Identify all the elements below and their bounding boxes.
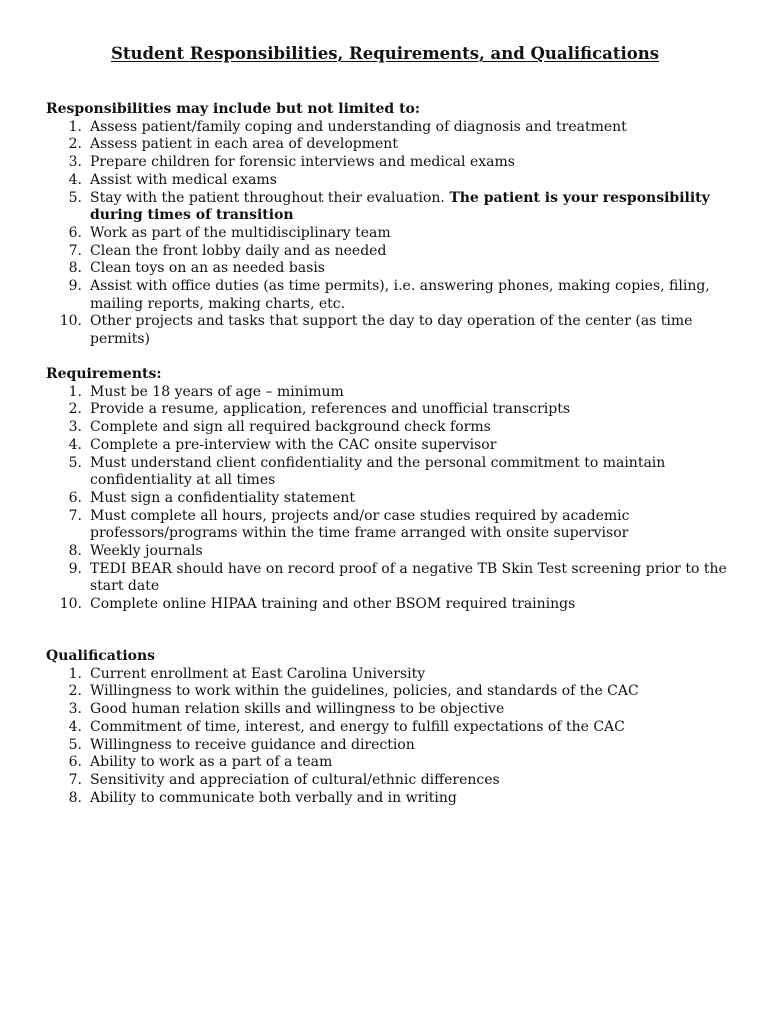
list-item-number: 7.	[68, 507, 82, 524]
list-item-number: 3.	[68, 154, 82, 171]
list-item-number: 1.	[68, 118, 82, 135]
requirements-list-item	[46, 437, 736, 455]
responsibilities-list-item	[46, 225, 736, 243]
requirements-section	[46, 366, 736, 614]
list-item-number: 7.	[68, 771, 82, 788]
list-item-number: 8.	[68, 789, 82, 806]
list-item-text: Willingness to work within the guidelines, policies, and standards of the CAC	[90, 683, 639, 700]
list-item-number: 4.	[68, 171, 82, 188]
requirements-list-item	[46, 543, 736, 561]
list-item-text: Must sign a confidentiality statement	[90, 489, 356, 506]
responsibilities-list-item	[46, 313, 736, 348]
list-item-text: Clean toys on an as needed basis	[90, 260, 325, 277]
list-item-text: Complete a pre-interview with the CAC onsite supervisor	[90, 436, 497, 453]
requirements-heading: Requirements:	[46, 366, 162, 382]
list-item-number: 9.	[68, 560, 82, 577]
list-item-text: Must understand client confidentiality and the personal commitment to maintain confidentiality at all times	[90, 454, 666, 489]
list-item-emphasis: The patient is your responsibility during times of transition	[90, 189, 710, 224]
requirements-list-item	[46, 490, 736, 508]
list-item-text: Other projects and tasks that support the day to day operation of the center (as time permits)	[90, 313, 693, 348]
list-item-text: Assess patient/family coping and understanding of diagnosis and treatment	[90, 118, 627, 135]
list-item-text: Complete and sign all required background check forms	[90, 419, 491, 436]
responsibilities-list-item	[46, 190, 736, 225]
list-item-number: 2.	[68, 401, 82, 418]
responsibilities-list-item	[46, 172, 736, 190]
responsibilities-section	[46, 101, 736, 349]
list-item-text: Commitment of time, interest, and energy to fulfill expectations of the CAC	[90, 718, 625, 735]
list-item-number: 3.	[68, 419, 82, 436]
list-item-number: 6.	[68, 489, 82, 506]
list-item-text: TEDI BEAR should have on record proof of a negative TB Skin Test screening prior to the start date	[90, 560, 727, 595]
list-item-number: 8.	[68, 260, 82, 277]
list-item-number: 6.	[68, 754, 82, 771]
responsibilities-list-item	[46, 243, 736, 261]
requirements-list-item	[46, 401, 736, 419]
list-item-number: 7.	[68, 242, 82, 259]
responsibilities-list	[46, 119, 736, 349]
list-item-number: 4.	[68, 436, 82, 453]
qualifications-list-item	[46, 701, 736, 719]
list-item-number: 1.	[68, 665, 82, 682]
responsibilities-list-item	[46, 154, 736, 172]
requirements-list	[46, 384, 736, 614]
requirements-list-item	[46, 384, 736, 402]
list-item-text: Provide a resume, application, references and unofficial transcripts	[90, 401, 571, 418]
responsibilities-list-item	[46, 119, 736, 137]
list-item-text: Assist with medical exams	[90, 171, 277, 188]
qualifications-list-item	[46, 737, 736, 755]
document-title: Student Responsibilities, Requirements, and Qualifications	[110, 44, 660, 63]
list-item-text: Must be 18 years of age – minimum	[90, 383, 344, 400]
list-item-number: 4.	[68, 718, 82, 735]
list-item-number: 10.	[59, 596, 82, 613]
list-item-number: 1.	[68, 383, 82, 400]
list-item-text: Ability to communicate both verbally and in writing	[90, 789, 457, 806]
qualifications-list-item	[46, 683, 736, 701]
qualifications-list-item	[46, 754, 736, 772]
list-item-text: Willingness to receive guidance and direction	[90, 736, 415, 753]
list-item-text: Stay with the patient throughout their evaluation.	[90, 189, 445, 206]
qualifications-section	[46, 648, 736, 807]
qualifications-list-item	[46, 719, 736, 737]
list-item-text: Clean the front lobby daily and as needed	[90, 242, 387, 259]
list-item-number: 10.	[59, 313, 82, 330]
qualifications-list-item	[46, 666, 736, 684]
list-item-text: Ability to work as a part of a team	[90, 754, 333, 771]
list-item-text: Complete online HIPAA training and other BSOM required trainings	[90, 596, 576, 613]
list-item-text: Weekly journals	[90, 543, 203, 560]
list-item-number: 2.	[68, 136, 82, 153]
requirements-list-item	[46, 455, 736, 490]
requirements-list-item	[46, 419, 736, 437]
list-item-text: Prepare children for forensic interviews and medical exams	[90, 154, 515, 171]
qualifications-heading: Qualifications	[46, 648, 156, 664]
requirements-list-item	[46, 561, 736, 596]
list-item-text: Good human relation skills and willingness to be objective	[90, 701, 505, 718]
responsibilities-heading: Responsibilities may include but not limited to:	[46, 101, 421, 117]
list-item-text: Must complete all hours, projects and/or case studies required by academic professors/programs within the time frame arranged with onsite supervisor	[90, 507, 630, 542]
qualifications-list-item	[46, 772, 736, 790]
qualifications-list	[46, 666, 736, 808]
list-item-number: 5.	[68, 736, 82, 753]
list-item-text: Assist with office duties (as time permits), i.e. answering phones, making copies, filing, mailing reports, making charts, etc.	[90, 278, 710, 312]
list-item-text: Assess patient in each area of development	[90, 136, 398, 153]
requirements-list-item	[46, 508, 736, 543]
responsibilities-list-item	[46, 260, 736, 278]
list-item-number: 6.	[68, 224, 82, 241]
list-item-number: 2.	[68, 683, 82, 700]
list-item-text: Current enrollment at East Carolina University	[90, 665, 426, 682]
list-item-text: Sensitivity and appreciation of cultural/ethnic differences	[90, 771, 500, 788]
list-item-number: 3.	[68, 701, 82, 718]
list-item-number: 9.	[68, 278, 82, 295]
qualifications-list-item	[46, 790, 736, 808]
list-item-number: 5.	[68, 454, 82, 471]
responsibilities-list-item	[46, 278, 736, 313]
list-item-text: Work as part of the multidisciplinary team	[90, 224, 391, 241]
responsibilities-list-item	[46, 136, 736, 154]
list-item-number: 5.	[68, 189, 82, 206]
requirements-list-item	[46, 596, 736, 614]
list-item-number: 8.	[68, 543, 82, 560]
